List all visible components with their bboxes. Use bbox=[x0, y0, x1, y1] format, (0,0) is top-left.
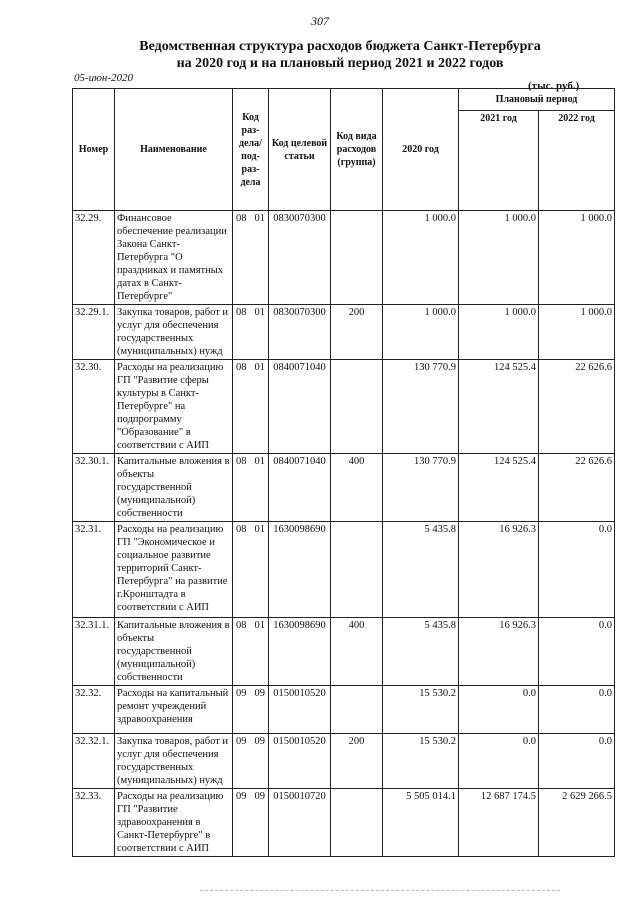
row-expense-type bbox=[331, 211, 383, 305]
header-number: Номер bbox=[73, 89, 115, 211]
budget-table bbox=[72, 88, 615, 857]
row-section-code bbox=[233, 522, 269, 618]
table-row bbox=[73, 522, 615, 618]
row-razdel: 08 bbox=[236, 620, 247, 631]
row-target-code: 1630098690 bbox=[269, 618, 331, 686]
header-2021: 2021 год bbox=[459, 111, 539, 211]
row-section-code bbox=[233, 211, 269, 305]
row-razdel: 08 bbox=[236, 456, 247, 467]
row-podrazdel: 01 bbox=[254, 307, 265, 318]
table-row bbox=[73, 360, 615, 454]
row-2020-value: 5 435.8 bbox=[383, 522, 459, 618]
row-expense-type: 200 bbox=[331, 305, 383, 360]
header-section: Код раз-дела/ под-раз-дела bbox=[233, 89, 269, 211]
table-row bbox=[73, 618, 615, 686]
row-2021-value: 1 000.0 bbox=[459, 211, 539, 305]
title-line-2: на 2020 год и на плановый период 2021 и 2022 годов bbox=[176, 56, 504, 71]
row-name: Финансовое обеспечение реализации Закона Санкт-Петербурга "О праздниках и памятных датах в Санкт-Петербурге" bbox=[115, 211, 233, 305]
row-podrazdel: 01 bbox=[254, 524, 265, 535]
row-2021-value: 124 525.4 bbox=[459, 454, 539, 522]
row-2021-value: 1 000.0 bbox=[459, 305, 539, 360]
row-2021-value: 12 687 174.5 bbox=[459, 789, 539, 857]
row-expense-type bbox=[331, 686, 383, 734]
row-target-code: 0150010520 bbox=[269, 686, 331, 734]
row-expense-type bbox=[331, 360, 383, 454]
row-2020-value: 5 505 014.1 bbox=[383, 789, 459, 857]
row-2021-value: 16 926.3 bbox=[459, 618, 539, 686]
row-target-code: 0830070300 bbox=[269, 211, 331, 305]
header-2022: 2022 год bbox=[539, 111, 615, 211]
row-2020-value: 1 000.0 bbox=[383, 305, 459, 360]
row-2022-value: 22 626.6 bbox=[539, 360, 615, 454]
row-2020-value: 130 770.9 bbox=[383, 360, 459, 454]
row-podrazdel: 01 bbox=[254, 362, 265, 373]
row-name: Капитальные вложения в объекты государственной (муниципальной) собственности bbox=[115, 454, 233, 522]
row-name: Капитальные вложения в объекты государственной (муниципальной) собственности bbox=[115, 618, 233, 686]
table-row bbox=[73, 211, 615, 305]
row-podrazdel: 09 bbox=[254, 688, 265, 699]
row-razdel: 08 bbox=[236, 213, 247, 224]
row-podrazdel: 09 bbox=[254, 791, 265, 802]
row-razdel: 08 bbox=[236, 307, 247, 318]
row-podrazdel: 09 bbox=[254, 736, 265, 747]
row-podrazdel: 01 bbox=[254, 620, 265, 631]
row-razdel: 09 bbox=[236, 791, 247, 802]
row-2022-value: 0.0 bbox=[539, 522, 615, 618]
row-section-code bbox=[233, 789, 269, 857]
row-2022-value: 2 629 266.5 bbox=[539, 789, 615, 857]
row-2021-value: 0.0 bbox=[459, 734, 539, 789]
header-2020: 2020 год bbox=[383, 89, 459, 211]
row-name: Закупка товаров, работ и услуг для обеспечения государственных (муниципальных) нужд bbox=[115, 734, 233, 789]
table-row bbox=[73, 789, 615, 857]
table-row bbox=[73, 305, 615, 360]
row-2020-value: 15 530.2 bbox=[383, 686, 459, 734]
row-name: Расходы на реализацию ГП "Развитие здравоохранения в Санкт-Петербурге" в соответствии с АИП bbox=[115, 789, 233, 857]
row-target-code: 0840071040 bbox=[269, 360, 331, 454]
document-title bbox=[120, 38, 560, 72]
row-section-code bbox=[233, 305, 269, 360]
row-number: 32.31. bbox=[73, 522, 115, 618]
row-section-code bbox=[233, 734, 269, 789]
row-number: 32.31.1. bbox=[73, 618, 115, 686]
row-section-code bbox=[233, 454, 269, 522]
page-number: 307 bbox=[311, 14, 329, 28]
header-plan-period: Плановый период bbox=[459, 89, 615, 111]
header-name: Наименование bbox=[115, 89, 233, 211]
row-number: 32.29. bbox=[73, 211, 115, 305]
row-2020-value: 5 435.8 bbox=[383, 618, 459, 686]
row-number: 32.30. bbox=[73, 360, 115, 454]
header-expense-type: Код вида расходов (группа) bbox=[331, 89, 383, 211]
row-section-code bbox=[233, 686, 269, 734]
row-razdel: 09 bbox=[236, 688, 247, 699]
row-expense-type: 400 bbox=[331, 454, 383, 522]
row-expense-type: 400 bbox=[331, 618, 383, 686]
header-target: Код целевой статьи bbox=[269, 89, 331, 211]
footer-scan-marks bbox=[200, 890, 560, 895]
table-row bbox=[73, 454, 615, 522]
row-target-code: 0150010520 bbox=[269, 734, 331, 789]
row-expense-type bbox=[331, 789, 383, 857]
table-row bbox=[73, 686, 615, 734]
row-name: Расходы на капитальный ремонт учреждений здравоохранения bbox=[115, 686, 233, 734]
row-razdel: 08 bbox=[236, 362, 247, 373]
row-podrazdel: 01 bbox=[254, 456, 265, 467]
row-target-code: 0840071040 bbox=[269, 454, 331, 522]
row-expense-type: 200 bbox=[331, 734, 383, 789]
row-name: Расходы на реализацию ГП "Развитие сферы культуры в Санкт-Петербурге" на подпрограмму "Образование" в соответствии с АИП bbox=[115, 360, 233, 454]
title-line-1: Ведомственная структура расходов бюджета Санкт-Петербурга bbox=[139, 39, 541, 54]
row-section-code bbox=[233, 618, 269, 686]
table-row bbox=[73, 734, 615, 789]
units-label: (тыс. руб.) bbox=[528, 80, 580, 92]
row-name: Закупка товаров, работ и услуг для обеспечения государственных (муниципальных) нужд bbox=[115, 305, 233, 360]
row-2022-value: 1 000.0 bbox=[539, 211, 615, 305]
row-2022-value: 0.0 bbox=[539, 618, 615, 686]
row-section-code bbox=[233, 360, 269, 454]
row-expense-type bbox=[331, 522, 383, 618]
row-2021-value: 0.0 bbox=[459, 686, 539, 734]
row-number: 32.29.1. bbox=[73, 305, 115, 360]
row-2022-value: 0.0 bbox=[539, 686, 615, 734]
row-number: 32.33. bbox=[73, 789, 115, 857]
row-razdel: 08 bbox=[236, 524, 247, 535]
row-2021-value: 124 525.4 bbox=[459, 360, 539, 454]
row-number: 32.32.1. bbox=[73, 734, 115, 789]
row-target-code: 0150010720 bbox=[269, 789, 331, 857]
row-razdel: 09 bbox=[236, 736, 247, 747]
row-number: 32.32. bbox=[73, 686, 115, 734]
row-podrazdel: 01 bbox=[254, 213, 265, 224]
row-2020-value: 15 530.2 bbox=[383, 734, 459, 789]
row-target-code: 1630098690 bbox=[269, 522, 331, 618]
row-2020-value: 130 770.9 bbox=[383, 454, 459, 522]
document-date: 05-июн-2020 bbox=[74, 72, 134, 84]
row-2020-value: 1 000.0 bbox=[383, 211, 459, 305]
row-2022-value: 0.0 bbox=[539, 734, 615, 789]
row-name: Расходы на реализацию ГП "Экономическое и социальное развитие территорий Санкт-Петербурга" на развитие г.Кронштадта в соответствии с АИП bbox=[115, 522, 233, 618]
row-2022-value: 22 626.6 bbox=[539, 454, 615, 522]
row-number: 32.30.1. bbox=[73, 454, 115, 522]
row-target-code: 0830070300 bbox=[269, 305, 331, 360]
row-2022-value: 1 000.0 bbox=[539, 305, 615, 360]
row-2021-value: 16 926.3 bbox=[459, 522, 539, 618]
